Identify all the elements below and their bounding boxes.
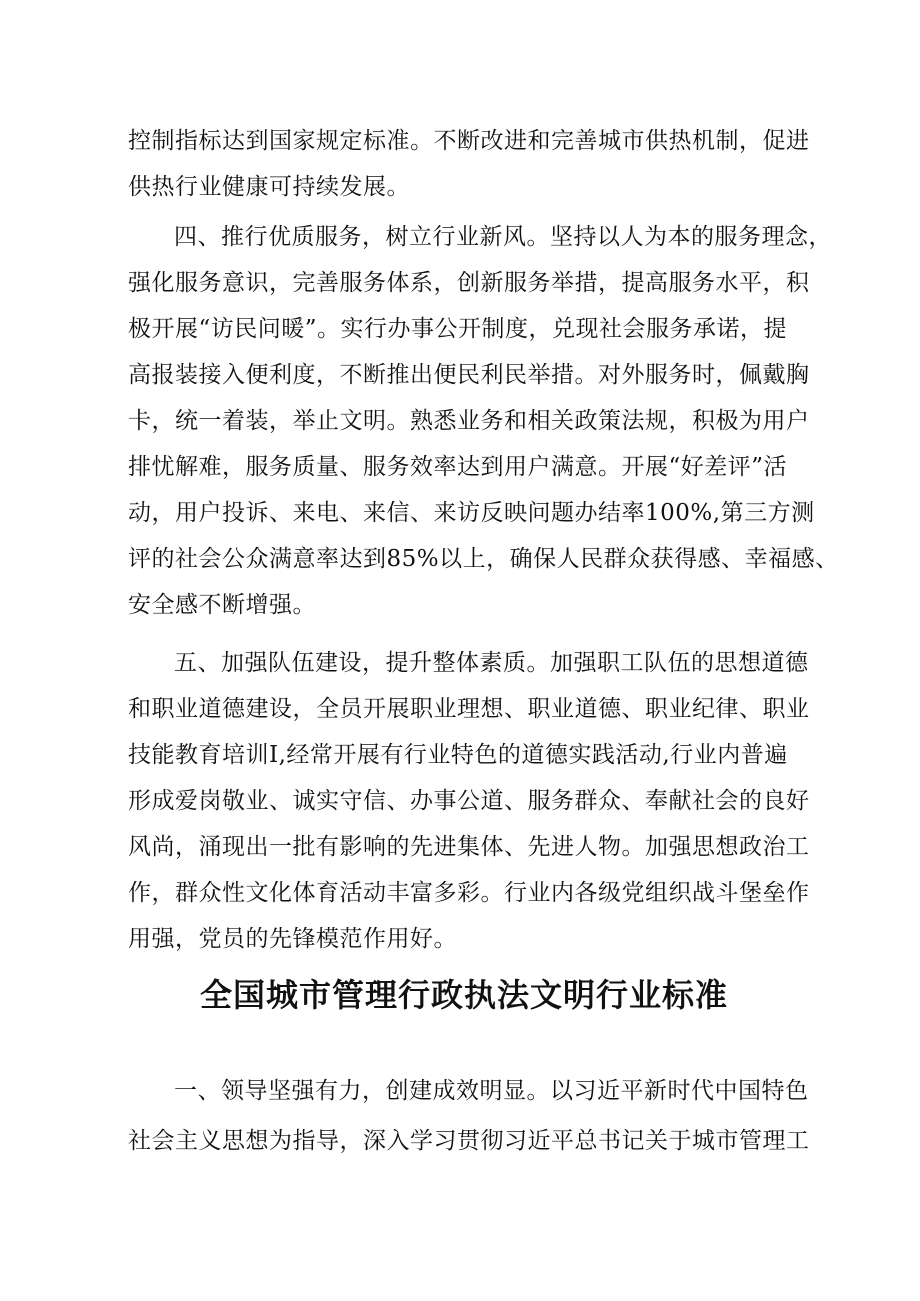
section-four-line: 高报装接入便利度，不断推出便民利民举措。对外服务时，佩戴胸	[128, 362, 810, 388]
section-four-line: 评的社会公众满意率达到85%以上，确保人民群众获得感、幸福感、	[128, 546, 839, 572]
paragraph-line: 控制指标达到国家规定标准。不断改进和完善城市供热机制，促进	[128, 128, 810, 154]
document-title: 全国城市管理行政执法文明行业标准	[199, 976, 728, 1014]
section-four-line: 安全感不断增强。	[128, 592, 316, 618]
section-four-line: 动，用户投诉、来电、来信、来访反映问题办结率100%,第三方测	[128, 500, 815, 526]
section-one-line: 社会主义思想为指导，深入学习贯彻习近平总书记关于城市管理工	[128, 1128, 810, 1154]
paragraph-line: 供热行业健康可持续发展。	[128, 174, 410, 200]
section-five-line: 用强，党员的先锋模范作用好。	[128, 926, 457, 952]
section-five-line: 形成爱岗敬业、诚实守信、办事公道、服务群众、奉献社会的良好	[128, 788, 810, 814]
section-four-line: 极开展“访民问暖”。实行办事公开制度，兑现社会服务承诺，提	[128, 316, 788, 342]
section-five-line: 技能教育培训I,经常开展有行业特色的道德实践活动,行业内普遍	[128, 742, 788, 768]
section-five-line: 和职业道德建设，全员开展职业理想、职业道德、职业纪律、职业	[128, 696, 810, 722]
section-five-line: 五、加强队伍建设，提升整体素质。加强职工队伍的思想道德	[174, 650, 809, 676]
section-four-line: 卡，统一着装，举止文明。熟悉业务和相关政策法规，积极为用户	[128, 408, 810, 434]
section-five-line: 作，群众性文化体育活动丰富多彩。行业内各级党组织战斗堡垒作	[128, 880, 810, 906]
section-four-line: 四、推行优质服务，树立行业新风。坚持以人为本的服务理念，	[174, 224, 832, 250]
section-four-line: 排忧解难，服务质量、服务效率达到用户满意。开展“好差评”活	[128, 454, 788, 480]
section-five-line: 风尚，涌现出一批有影响的先进集体、先进人物。加强思想政治工	[128, 834, 810, 860]
section-four-line: 强化服务意识，完善服务体系，创新服务举措，提高服务水平，积	[128, 270, 810, 296]
section-one-line: 一、领导坚强有力，创建成效明显。以习近平新时代中国特色	[174, 1078, 809, 1104]
